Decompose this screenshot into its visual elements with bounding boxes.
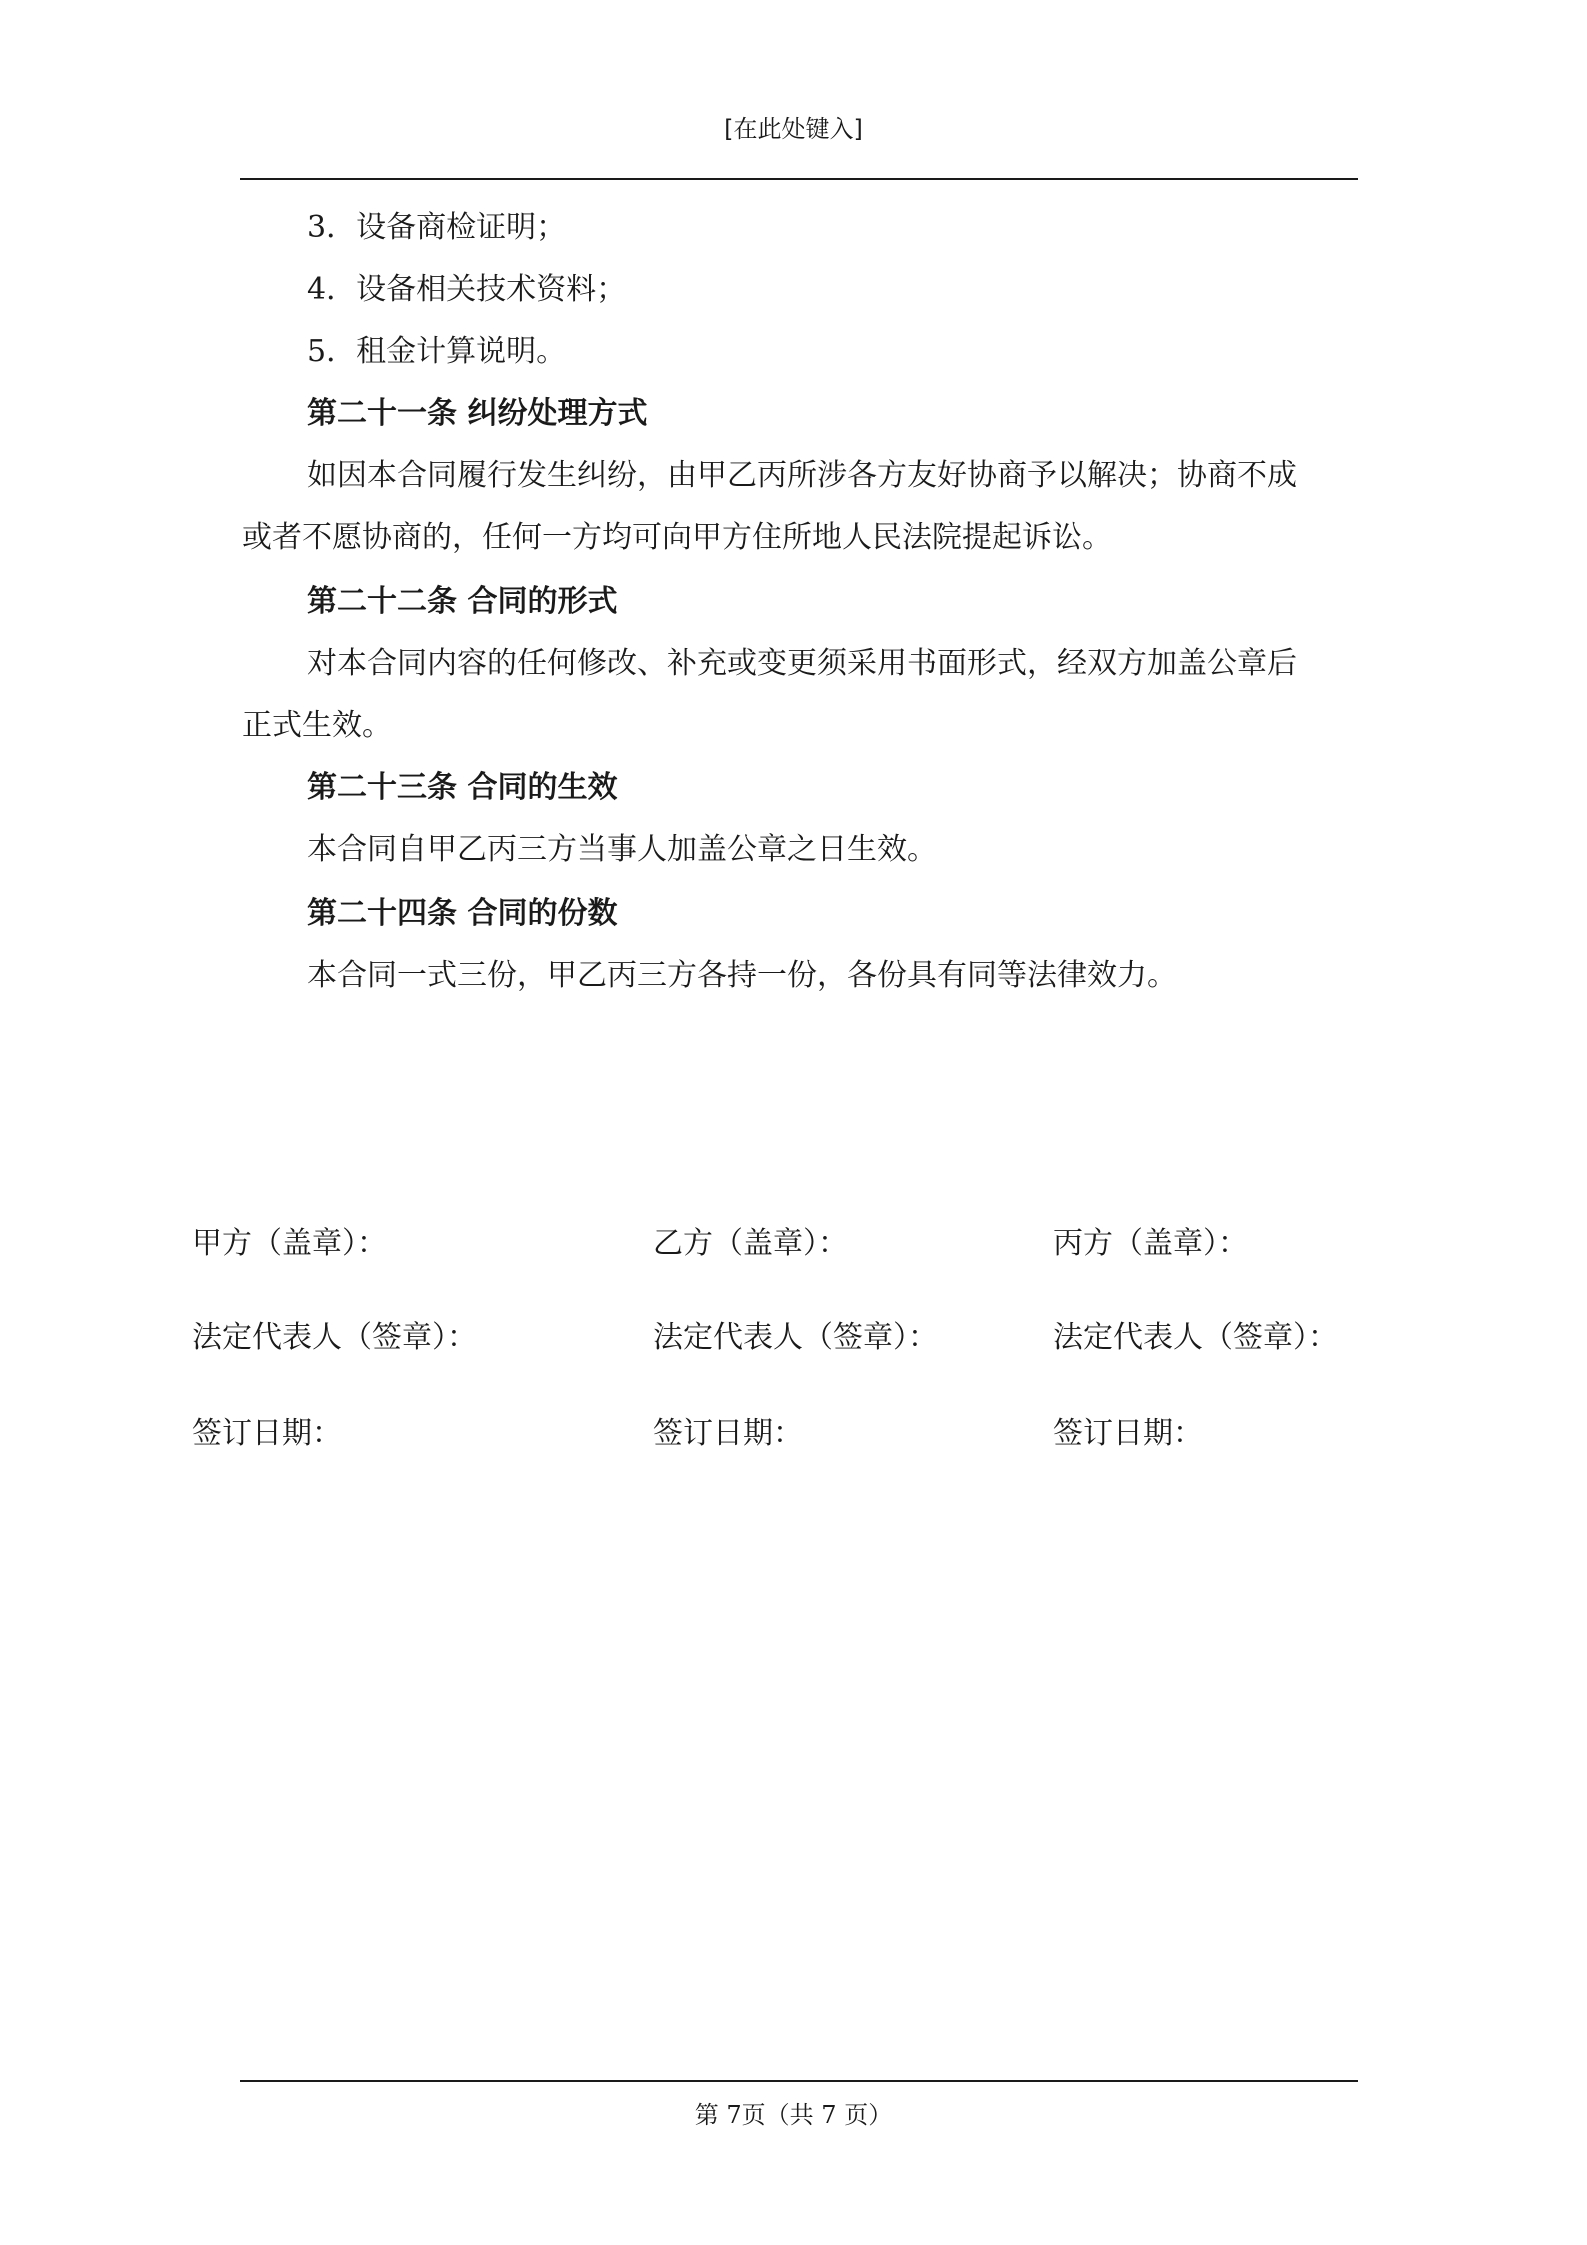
party-b-rep-label: 法定代表人（签章）： bbox=[653, 1320, 938, 1355]
list-item: 5．租金计算说明。 bbox=[307, 334, 567, 369]
footer-divider bbox=[240, 2080, 1358, 2082]
article-21-text: 如因本合同履行发生纠纷，由甲乙丙所涉各方友好协商予以解决；协商不成 bbox=[307, 458, 1297, 493]
article-22-title: 第二十二条 合同的形式 bbox=[307, 584, 618, 619]
party-c-rep-label: 法定代表人（签章）： bbox=[1053, 1320, 1338, 1355]
list-item: 4．设备相关技术资料； bbox=[307, 272, 627, 307]
party-c-date-label: 签订日期： bbox=[1053, 1416, 1203, 1451]
article-22-text: 对本合同内容的任何修改、补充或变更须采用书面形式，经双方加盖公章后 bbox=[307, 646, 1297, 681]
party-a-seal-label: 甲方（盖章）： bbox=[192, 1226, 387, 1261]
header-divider bbox=[240, 178, 1358, 180]
article-24-title: 第二十四条 合同的份数 bbox=[307, 896, 618, 931]
article-22-text-cont: 正式生效。 bbox=[242, 708, 392, 743]
party-c-seal-label: 丙方（盖章）： bbox=[1053, 1226, 1248, 1261]
article-21-text-cont: 或者不愿协商的，任何一方均可向甲方住所地人民法院提起诉讼。 bbox=[242, 520, 1112, 555]
article-23-text: 本合同自甲乙丙三方当事人加盖公章之日生效。 bbox=[307, 832, 937, 867]
page-number: 第 7页（共 7 页） bbox=[694, 2101, 893, 2129]
party-a-date-label: 签订日期： bbox=[192, 1416, 342, 1451]
article-21-title: 第二十一条 纠纷处理方式 bbox=[307, 396, 648, 431]
party-b-seal-label: 乙方（盖章）： bbox=[653, 1226, 848, 1261]
party-b-date-label: 签订日期： bbox=[653, 1416, 803, 1451]
list-item: 3．设备商检证明； bbox=[307, 210, 567, 245]
party-a-rep-label: 法定代表人（签章）： bbox=[192, 1320, 477, 1355]
page-header: [在此处键入] bbox=[724, 115, 863, 143]
article-24-text: 本合同一式三份，甲乙丙三方各持一份，各份具有同等法律效力。 bbox=[307, 958, 1177, 993]
article-23-title: 第二十三条 合同的生效 bbox=[307, 770, 618, 805]
